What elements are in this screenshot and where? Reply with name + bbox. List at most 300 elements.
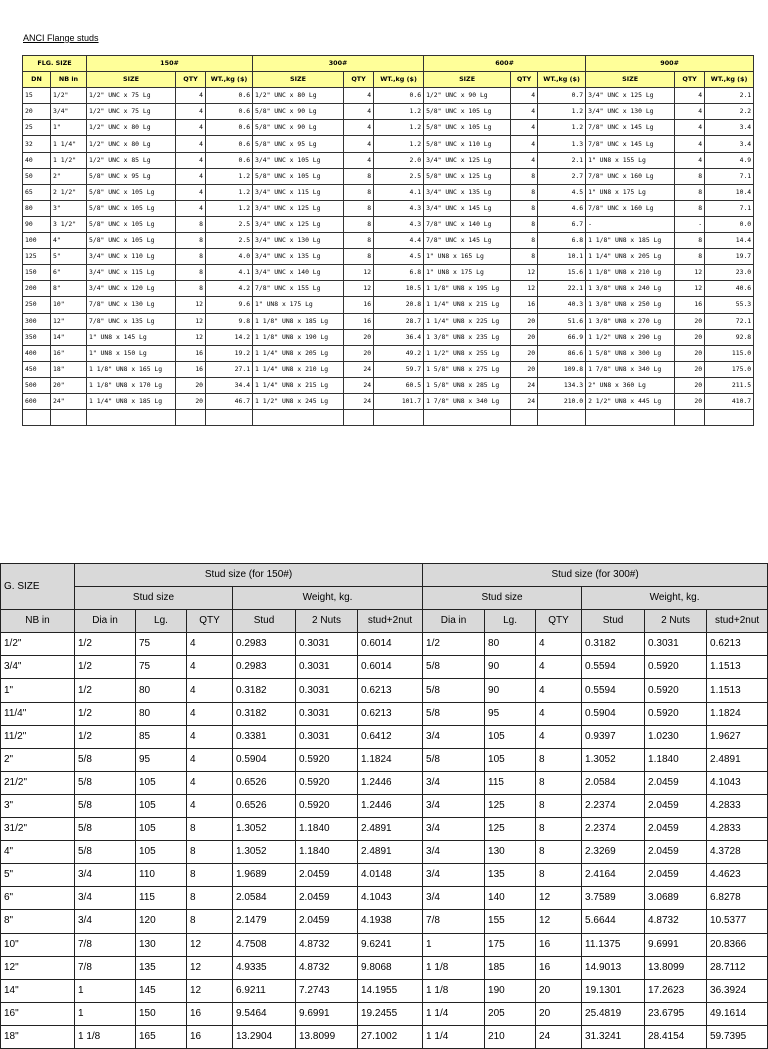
- header-cell: WT.,kg ($): [538, 72, 586, 88]
- table-cell: 2.5: [206, 216, 253, 232]
- flange-studs-table: [22, 55, 754, 426]
- table-cell: 1" UN8 x 175 Lg: [253, 297, 344, 313]
- table-cell: 3/4: [75, 910, 136, 933]
- table-cell: 34.4: [206, 377, 253, 393]
- table-row: [23, 152, 754, 168]
- table-cell: 1/2: [423, 633, 485, 656]
- table-row: [23, 281, 754, 297]
- table-cell: 1 1/8" UN8 x 185 Lg: [253, 313, 344, 329]
- table-cell: 27.1002: [358, 1025, 423, 1048]
- table-cell: 450: [23, 361, 51, 377]
- table-cell: 4: [176, 120, 206, 136]
- table-cell: 5/8" UNC x 125 Lg: [424, 168, 511, 184]
- table-cell: [206, 410, 253, 426]
- table-cell: 4: [176, 136, 206, 152]
- table-cell: 0.9397: [582, 725, 645, 748]
- table-cell: 2": [51, 168, 87, 184]
- table-cell: 0.6: [206, 152, 253, 168]
- table-cell: [586, 410, 675, 426]
- table-cell: 0.6: [374, 88, 424, 104]
- table-cell: 175.0: [705, 361, 754, 377]
- table-cell: 300: [23, 313, 51, 329]
- table-cell: 4: [187, 702, 233, 725]
- header-cell: QTY: [176, 72, 206, 88]
- table-cell: 4.1043: [358, 887, 423, 910]
- table-cell: 1.2: [538, 120, 586, 136]
- table-cell: 28.7112: [707, 956, 768, 979]
- table-cell: 4.5: [374, 249, 424, 265]
- header-stud-size: Stud size: [75, 587, 233, 610]
- stud-weight-table: [0, 563, 768, 1049]
- table-cell: 125: [23, 249, 51, 265]
- table-cell: 7.2743: [296, 979, 358, 1002]
- table-cell: 7/8" UNC x 145 Lg: [586, 136, 675, 152]
- table-cell: 3/4" UNC x 130 Lg: [586, 104, 675, 120]
- table-cell: 5/8: [75, 841, 136, 864]
- table-cell: 1" UN8 x 145 Lg: [87, 329, 176, 345]
- table-cell: 1.3052: [233, 818, 296, 841]
- table-cell: 0.5920: [645, 656, 707, 679]
- table-cell: 2.0459: [645, 794, 707, 817]
- table-cell: 25: [23, 120, 51, 136]
- table-cell: 4: [536, 633, 582, 656]
- table-cell: 9.8: [206, 313, 253, 329]
- table-cell: 0.3031: [296, 633, 358, 656]
- table-cell: 14": [51, 329, 87, 345]
- header-cell: DN: [23, 72, 51, 88]
- table-cell: 8: [675, 184, 705, 200]
- table-cell: 1 1/8" UN8 x 170 Lg: [87, 377, 176, 393]
- table-row: [23, 216, 754, 232]
- table-cell: 2.0: [374, 152, 424, 168]
- table-cell: 4: [176, 88, 206, 104]
- table-cell: 0.3182: [582, 633, 645, 656]
- table-row: [1, 956, 768, 979]
- table-row: [1, 887, 768, 910]
- table-cell: 200: [23, 281, 51, 297]
- table-cell: 4.6: [538, 200, 586, 216]
- table-cell: 1.9689: [233, 864, 296, 887]
- table-cell: 7/8" UNC x 135 Lg: [87, 313, 176, 329]
- table-cell: 1.2446: [358, 794, 423, 817]
- table-cell: 205: [485, 1002, 536, 1025]
- table-cell: 0.5904: [582, 702, 645, 725]
- table-cell: 49.2: [374, 345, 424, 361]
- table-cell: 0.5920: [296, 771, 358, 794]
- header-cell: SIZE: [586, 72, 675, 88]
- table-cell: 2.1: [538, 152, 586, 168]
- table-cell: 0.6: [206, 88, 253, 104]
- table-cell: [23, 410, 51, 426]
- table-cell: 2 1/2" UN8 x 445 Lg: [586, 393, 675, 409]
- table-row: [23, 249, 754, 265]
- table-cell: 3/4" UNC x 140 Lg: [253, 265, 344, 281]
- table-cell: 1 1/2" UN8 x 290 Lg: [586, 329, 675, 345]
- table-cell: 12: [344, 265, 374, 281]
- table-cell: 16: [511, 297, 538, 313]
- table-cell: 1/2: [75, 702, 136, 725]
- table-cell: 2.0584: [582, 771, 645, 794]
- table-cell: 12: [511, 265, 538, 281]
- table-cell: [344, 410, 374, 426]
- table-cell: 24: [344, 393, 374, 409]
- table-cell: 1.2: [538, 104, 586, 120]
- table-cell: 0.3031: [296, 725, 358, 748]
- table-cell: 5/8: [75, 818, 136, 841]
- table-cell: 7/8: [423, 910, 485, 933]
- table-cell: 8: [511, 184, 538, 200]
- table-cell: 5/8" UNC x 105 Lg: [87, 233, 176, 249]
- table-row: [23, 184, 754, 200]
- table-cell: 3.4: [705, 120, 754, 136]
- table-cell: 5/8: [423, 702, 485, 725]
- table-cell: 4: [675, 152, 705, 168]
- table-cell: 1/2: [75, 656, 136, 679]
- table-cell: 1" UN8 x 175 Lg: [586, 184, 675, 200]
- table-cell: 10.5377: [707, 910, 768, 933]
- table-cell: 8: [187, 864, 233, 887]
- table-row: [1, 679, 768, 702]
- table-row: [23, 345, 754, 361]
- table-cell: 2.5: [206, 233, 253, 249]
- table-row: [23, 136, 754, 152]
- table-cell: 8: [176, 233, 206, 249]
- table-cell: 3/4: [75, 887, 136, 910]
- table-cell: 400: [23, 345, 51, 361]
- table-cell: 1.2: [374, 136, 424, 152]
- table-cell: 115: [136, 887, 187, 910]
- table-cell: 14.9013: [582, 956, 645, 979]
- table-cell: 3/4: [75, 864, 136, 887]
- table-cell: 3/4" UNC x 125 Lg: [424, 152, 511, 168]
- table-cell: 3/4: [423, 725, 485, 748]
- table-cell: 4: [187, 656, 233, 679]
- table-cell: 105: [136, 841, 187, 864]
- table-cell: 20: [176, 393, 206, 409]
- table-cell: 8: [536, 864, 582, 887]
- table-row: [1, 702, 768, 725]
- table-cell: 2.2374: [582, 818, 645, 841]
- table-cell: 1.3052: [233, 841, 296, 864]
- table-cell: 105: [485, 725, 536, 748]
- table-cell: 3": [1, 794, 75, 817]
- table-cell: 2.5: [374, 168, 424, 184]
- table-cell: 134.3: [538, 377, 586, 393]
- table-cell: [424, 410, 511, 426]
- header-cell: SIZE: [424, 72, 511, 88]
- table-cell: 20: [344, 329, 374, 345]
- header-cell: Dia in: [423, 610, 485, 633]
- table-cell: 0.6: [206, 120, 253, 136]
- table-cell: 1/2": [51, 88, 87, 104]
- table-cell: 1 3/8" UN8 x 270 Lg: [586, 313, 675, 329]
- table-cell: 7.1: [705, 200, 754, 216]
- table-cell: 6.8: [374, 265, 424, 281]
- table-cell: 16: [675, 297, 705, 313]
- table-cell: 1" UN8 x 165 Lg: [424, 249, 511, 265]
- table-cell: 1 1/4" UN8 x 205 Lg: [586, 249, 675, 265]
- table-cell: 105: [136, 771, 187, 794]
- table-cell: 8: [344, 216, 374, 232]
- table-body: [1, 633, 768, 1049]
- table-cell: 13.2904: [233, 1025, 296, 1048]
- table-cell: 9.6: [206, 297, 253, 313]
- table-cell: 1.3052: [582, 748, 645, 771]
- table-cell: 11.1375: [582, 933, 645, 956]
- table-cell: 3/4" UNC x 135 Lg: [424, 184, 511, 200]
- table-cell: 8: [675, 200, 705, 216]
- table-cell: [705, 410, 754, 426]
- table-cell: 4: [511, 104, 538, 120]
- table-cell: 10.1: [538, 249, 586, 265]
- table-cell: 11/2": [1, 725, 75, 748]
- table-cell: 23.0: [705, 265, 754, 281]
- table-cell: 410.7: [705, 393, 754, 409]
- table-cell: 20: [344, 345, 374, 361]
- table-cell: 3/4: [423, 864, 485, 887]
- table-cell: 5/8: [75, 748, 136, 771]
- table-cell: 5/8" UNC x 90 Lg: [253, 120, 344, 136]
- table-cell: 90: [23, 216, 51, 232]
- table-cell: 4.0148: [358, 864, 423, 887]
- table-cell: 115: [485, 771, 536, 794]
- table-cell: 32: [23, 136, 51, 152]
- table-cell: 4.2: [206, 281, 253, 297]
- table-cell: 28.7: [374, 313, 424, 329]
- header-class-300: 300#: [253, 56, 424, 72]
- table-cell: 20: [675, 345, 705, 361]
- table-cell: 10.4: [705, 184, 754, 200]
- table-cell: 60.5: [374, 377, 424, 393]
- table-cell: 7/8: [75, 956, 136, 979]
- table-cell: 13.8099: [645, 956, 707, 979]
- table-cell: 4: [675, 88, 705, 104]
- table-cell: 20: [675, 313, 705, 329]
- table-cell: 150: [136, 1002, 187, 1025]
- table-cell: -: [675, 216, 705, 232]
- table-cell: 20: [511, 361, 538, 377]
- table-cell: 4.3: [374, 216, 424, 232]
- table-row: [23, 265, 754, 281]
- table-cell: 4: [187, 771, 233, 794]
- header-cell: Stud: [233, 610, 296, 633]
- table-cell: 19.2: [206, 345, 253, 361]
- table-cell: 4.5: [538, 184, 586, 200]
- table-cell: 20: [511, 345, 538, 361]
- table-cell: 125: [485, 818, 536, 841]
- table-cell: 18": [1, 1025, 75, 1048]
- table-cell: 2.2: [705, 104, 754, 120]
- table-cell: 1 7/8" UN8 x 340 Lg: [586, 361, 675, 377]
- table-cell: 75: [136, 633, 187, 656]
- table-cell: 0.2983: [233, 656, 296, 679]
- table-cell: 1.3: [538, 136, 586, 152]
- table-cell: 1.2: [206, 200, 253, 216]
- table-cell: 2 1/2": [51, 184, 87, 200]
- table-cell: 10": [1, 933, 75, 956]
- table-cell: 1 1/8" UN8 x 195 Lg: [424, 281, 511, 297]
- table-cell: 12: [511, 281, 538, 297]
- table-cell: 101.7: [374, 393, 424, 409]
- table-cell: 5/8" UNC x 95 Lg: [253, 136, 344, 152]
- table-cell: 0.3031: [645, 633, 707, 656]
- table-cell: 0.6213: [358, 679, 423, 702]
- table-cell: 5/8: [75, 794, 136, 817]
- table-cell: 86.6: [538, 345, 586, 361]
- table-row: [23, 120, 754, 136]
- header-cell: Lg.: [136, 610, 187, 633]
- table-cell: 1/2": [1, 633, 75, 656]
- table-cell: 4: [511, 136, 538, 152]
- table-cell: 2.0459: [296, 887, 358, 910]
- table-cell: 4: [344, 88, 374, 104]
- table-cell: 1 1/8" UN8 x 190 Lg: [253, 329, 344, 345]
- table-cell: 3/4: [423, 887, 485, 910]
- table-cell: 3.4: [705, 136, 754, 152]
- table-cell: 8: [187, 910, 233, 933]
- table-cell: 14": [1, 979, 75, 1002]
- table-cell: 190: [485, 979, 536, 1002]
- table-cell: 4: [187, 748, 233, 771]
- table-cell: 4: [675, 136, 705, 152]
- table-row: [23, 168, 754, 184]
- header-cell: QTY: [511, 72, 538, 88]
- table-cell: 2.1: [705, 88, 754, 104]
- table-cell: 4: [511, 88, 538, 104]
- table-cell: 4: [536, 702, 582, 725]
- table-cell: 7/8" UNC x 155 Lg: [253, 281, 344, 297]
- table-cell: 20: [536, 1002, 582, 1025]
- table-cell: 130: [485, 841, 536, 864]
- table-cell: 4: [176, 168, 206, 184]
- header-class-150: 150#: [87, 56, 253, 72]
- header-cell: 2 Nuts: [296, 610, 358, 633]
- header-stud-size-300: Stud size (for 300#): [423, 564, 768, 587]
- table-cell: 4.8732: [296, 956, 358, 979]
- table-cell: 0.6526: [233, 771, 296, 794]
- table-cell: 7/8" UNC x 145 Lg: [586, 120, 675, 136]
- table-cell: 16": [51, 345, 87, 361]
- table-cell: 2.0459: [296, 864, 358, 887]
- table-cell: 17.2623: [645, 979, 707, 1002]
- table-cell: 5/8" UNC x 105 Lg: [87, 184, 176, 200]
- header-class-600: 600#: [424, 56, 586, 72]
- table-cell: 1 1/4" UN8 x 210 Lg: [253, 361, 344, 377]
- table-cell: 24: [344, 361, 374, 377]
- header-cell: Lg.: [485, 610, 536, 633]
- table-cell: 4.1043: [707, 771, 768, 794]
- table-cell: 8: [187, 841, 233, 864]
- header-cell: 2 Nuts: [645, 610, 707, 633]
- table-cell: 0.3031: [296, 702, 358, 725]
- table-cell: 51.6: [538, 313, 586, 329]
- table-header-row: [1, 587, 768, 610]
- table-cell: 7/8" UNC x 160 Lg: [586, 168, 675, 184]
- table-cell: 7/8" UNC x 130 Lg: [87, 297, 176, 313]
- table-cell: 120: [136, 910, 187, 933]
- table-cell: 8: [675, 233, 705, 249]
- header-cell: QTY: [536, 610, 582, 633]
- table-cell: 75: [136, 656, 187, 679]
- table-cell: 10": [51, 297, 87, 313]
- table-cell: 0.7: [538, 88, 586, 104]
- table-cell: 8: [344, 168, 374, 184]
- table-cell: 9.6241: [358, 933, 423, 956]
- table-cell: 1 1/4: [423, 1025, 485, 1048]
- table-cell: -: [586, 216, 675, 232]
- table-cell: 1": [1, 679, 75, 702]
- table-cell: 1 3/8" UN8 x 235 Lg: [424, 329, 511, 345]
- table-cell: 3": [51, 200, 87, 216]
- table-cell: 2.2374: [582, 794, 645, 817]
- table-cell: 3/4" UNC x 110 Lg: [87, 249, 176, 265]
- table-cell: 16: [176, 361, 206, 377]
- table-cell: 0.3031: [296, 656, 358, 679]
- table-cell: 6.8: [538, 233, 586, 249]
- table-cell: 1/2" UNC x 80 Lg: [253, 88, 344, 104]
- table-cell: 80: [485, 633, 536, 656]
- table-cell: 16: [187, 1002, 233, 1025]
- table-cell: 25.4819: [582, 1002, 645, 1025]
- table-cell: 4: [176, 152, 206, 168]
- header-flg-size: FLG. SIZE: [23, 56, 87, 72]
- table-cell: 8: [187, 818, 233, 841]
- table-cell: 1.2446: [358, 771, 423, 794]
- table-cell: 7/8: [75, 933, 136, 956]
- table-cell: 4: [176, 200, 206, 216]
- table-cell: 12: [187, 956, 233, 979]
- table-cell: 16: [176, 345, 206, 361]
- table-cell: 210.0: [538, 393, 586, 409]
- table-cell: 2.0459: [645, 841, 707, 864]
- table-cell: 16: [536, 956, 582, 979]
- table-row: [1, 771, 768, 794]
- table-cell: 3/4" UNC x 135 Lg: [253, 249, 344, 265]
- table-cell: 105: [485, 748, 536, 771]
- table-header-row: [1, 564, 768, 587]
- table-cell: 14.2: [206, 329, 253, 345]
- header-cell: QTY: [344, 72, 374, 88]
- table-cell: 3 1/2": [51, 216, 87, 232]
- table-cell: 3/4" UNC x 105 Lg: [253, 152, 344, 168]
- table-cell: 2": [1, 748, 75, 771]
- table-cell: 4: [187, 725, 233, 748]
- table-cell: 12": [1, 956, 75, 979]
- table-cell: 1.1824: [358, 748, 423, 771]
- table-cell: 4: [536, 679, 582, 702]
- table-cell: 4.1938: [358, 910, 423, 933]
- table-cell: 165: [136, 1025, 187, 1048]
- table-cell: 0.5920: [296, 748, 358, 771]
- table-cell: 5/8" UNC x 105 Lg: [87, 216, 176, 232]
- table-cell: 4: [187, 633, 233, 656]
- table-cell: 0.5920: [645, 679, 707, 702]
- table-cell: 16: [187, 1025, 233, 1048]
- table-cell: 5/8" UNC x 105 Lg: [424, 104, 511, 120]
- table-cell: 40.6: [705, 281, 754, 297]
- table-cell: 3/4" UNC x 125 Lg: [253, 200, 344, 216]
- table-cell: 24: [511, 377, 538, 393]
- table-cell: 4: [176, 104, 206, 120]
- table-cell: 135: [136, 956, 187, 979]
- header-cell: stud+2nut: [707, 610, 768, 633]
- table-cell: 1: [75, 979, 136, 1002]
- table-cell: 2.1479: [233, 910, 296, 933]
- table-cell: 16: [344, 313, 374, 329]
- table-cell: 4: [344, 152, 374, 168]
- table-cell: 1 1/4" UN8 x 205 Lg: [253, 345, 344, 361]
- table-cell: 16": [1, 1002, 75, 1025]
